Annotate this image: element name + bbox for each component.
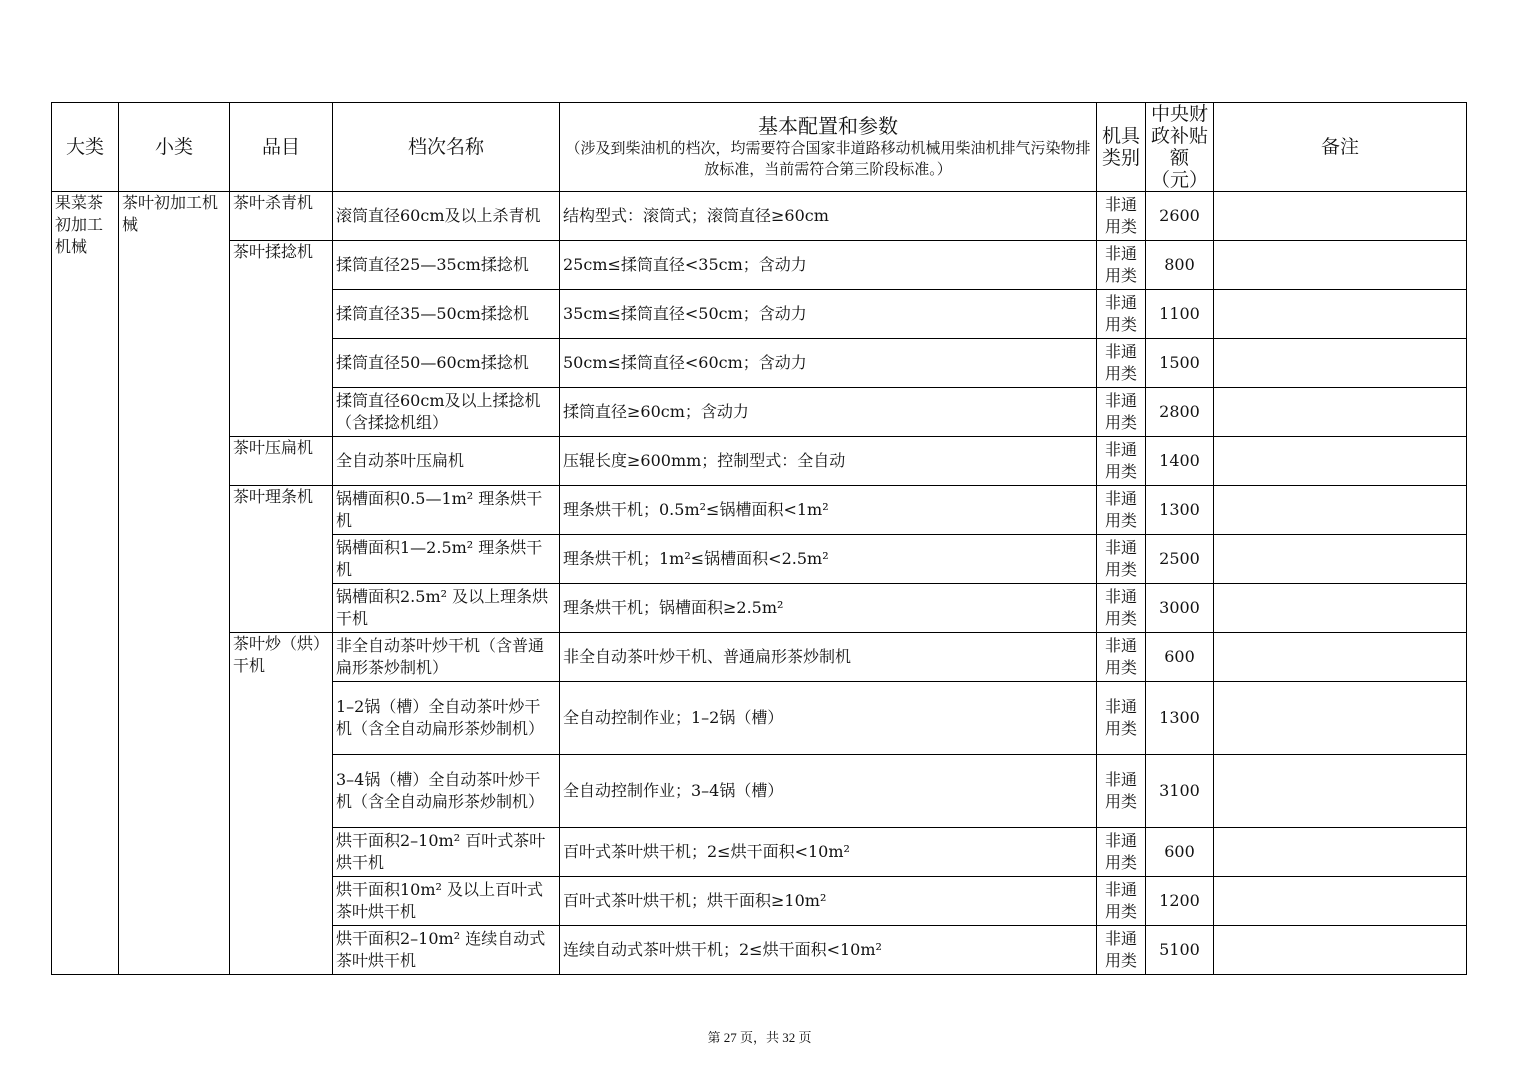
cell-amount: 1200 (1146, 877, 1214, 926)
cell-pinmu: 茶叶揉捻机 (230, 241, 333, 437)
cell-dangci: 烘干面积2–10m² 百叶式茶叶烘干机 (333, 828, 560, 877)
cell-note (1214, 535, 1467, 584)
cell-amount: 1300 (1146, 682, 1214, 755)
cell-type: 非通用类 (1097, 755, 1146, 828)
cell-note (1214, 755, 1467, 828)
cell-config: 理条烘干机；锅槽面积≥2.5m² (560, 584, 1097, 633)
page-number: 第 27 页，共 32 页 (707, 1030, 812, 1045)
cell-amount: 1500 (1146, 339, 1214, 388)
cell-config: 压辊长度≥600mm；控制型式：全自动 (560, 437, 1097, 486)
cell-amount: 1100 (1146, 290, 1214, 339)
cell-config: 连续自动式茶叶烘干机；2≤烘干面积<10m² (560, 926, 1097, 975)
cell-dangci: 烘干面积10m² 及以上百叶式茶叶烘干机 (333, 877, 560, 926)
table-row (52, 192, 1467, 241)
cell-dangci: 非全自动茶叶炒干机（含普通扁形茶炒制机） (333, 633, 560, 682)
cell-type: 非通用类 (1097, 682, 1146, 755)
cell-amount: 800 (1146, 241, 1214, 290)
header-subsidy: 中央财政补贴额（元） (1146, 103, 1214, 192)
cell-note (1214, 339, 1467, 388)
cell-type: 非通用类 (1097, 339, 1146, 388)
header-row (52, 103, 1467, 192)
cell-type: 非通用类 (1097, 192, 1146, 241)
cell-type: 非通用类 (1097, 535, 1146, 584)
cell-type: 非通用类 (1097, 290, 1146, 339)
header-dangci: 档次名称 (333, 103, 560, 192)
cell-type: 非通用类 (1097, 877, 1146, 926)
table-row (52, 633, 1467, 682)
cell-type: 非通用类 (1097, 388, 1146, 437)
cell-config: 理条烘干机；1m²≤锅槽面积<2.5m² (560, 535, 1097, 584)
cell-note (1214, 388, 1467, 437)
cell-amount: 600 (1146, 828, 1214, 877)
cell-dangci: 揉筒直径25—35cm揉捻机 (333, 241, 560, 290)
header-beizhu: 备注 (1214, 103, 1467, 192)
cell-amount: 600 (1146, 633, 1214, 682)
cell-amount: 3100 (1146, 755, 1214, 828)
cell-config: 全自动控制作业；3–4锅（槽） (560, 755, 1097, 828)
cell-pinmu: 茶叶压扁机 (230, 437, 333, 486)
cell-note (1214, 192, 1467, 241)
cell-amount: 3000 (1146, 584, 1214, 633)
cell-amount: 2600 (1146, 192, 1214, 241)
cell-note (1214, 290, 1467, 339)
cell-dangci: 滚筒直径60cm及以上杀青机 (333, 192, 560, 241)
cell-type: 非通用类 (1097, 584, 1146, 633)
cell-note (1214, 437, 1467, 486)
table-row (52, 437, 1467, 486)
cell-dangci: 全自动茶叶压扁机 (333, 437, 560, 486)
table-row (52, 486, 1467, 535)
cell-note (1214, 877, 1467, 926)
cell-dangci: 1–2锅（槽）全自动茶叶炒干机（含全自动扁形茶炒制机） (333, 682, 560, 755)
cell-dangci: 揉筒直径35—50cm揉捻机 (333, 290, 560, 339)
cell-note (1214, 584, 1467, 633)
cell-note (1214, 926, 1467, 975)
cell-type: 非通用类 (1097, 828, 1146, 877)
cell-amount: 1300 (1146, 486, 1214, 535)
cell-note (1214, 633, 1467, 682)
cell-config: 理条烘干机；0.5m²≤锅槽面积<1m² (560, 486, 1097, 535)
cell-type: 非通用类 (1097, 486, 1146, 535)
cell-config: 50cm≤揉筒直径<60cm；含动力 (560, 339, 1097, 388)
cell-note (1214, 241, 1467, 290)
cell-config: 揉筒直径≥60cm；含动力 (560, 388, 1097, 437)
cell-pinmu: 茶叶理条机 (230, 486, 333, 633)
cell-note (1214, 486, 1467, 535)
cell-amount: 2500 (1146, 535, 1214, 584)
cell-dangci: 烘干面积2–10m² 连续自动式茶叶烘干机 (333, 926, 560, 975)
cell-type: 非通用类 (1097, 437, 1146, 486)
cell-config: 非全自动茶叶炒干机、普通扁形茶炒制机 (560, 633, 1097, 682)
header-peizhi-title: 基本配置和参数 (758, 114, 898, 138)
cell-dangci: 锅槽面积0.5—1m² 理条烘干机 (333, 486, 560, 535)
header-peizhi-note: （涉及到柴油机的档次，均需要符合国家非道路移动机械用柴油机排气污染物排放标准，当前需符合第三阶段标准。） (565, 139, 1091, 178)
header-pinmu: 品目 (230, 103, 333, 192)
cell-dangci: 揉筒直径50—60cm揉捻机 (333, 339, 560, 388)
cell-amount: 1400 (1146, 437, 1214, 486)
header-peizhi (560, 103, 1097, 192)
cell-note (1214, 682, 1467, 755)
cell-dangci: 锅槽面积1—2.5m² 理条烘干机 (333, 535, 560, 584)
cell-note (1214, 828, 1467, 877)
cell-xiaolei: 茶叶初加工机械 (119, 192, 230, 975)
cell-type: 非通用类 (1097, 633, 1146, 682)
table-row (52, 241, 1467, 290)
cell-config: 百叶式茶叶烘干机；烘干面积≥10m² (560, 877, 1097, 926)
cell-pinmu: 茶叶杀青机 (230, 192, 333, 241)
table-body (52, 192, 1467, 975)
cell-dangci: 3–4锅（槽）全自动茶叶炒干机（含全自动扁形茶炒制机） (333, 755, 560, 828)
cell-config: 百叶式茶叶烘干机；2≤烘干面积<10m² (560, 828, 1097, 877)
cell-config: 25cm≤揉筒直径<35cm；含动力 (560, 241, 1097, 290)
header-xiaolei: 小类 (119, 103, 230, 192)
header-dalei: 大类 (52, 103, 119, 192)
cell-config: 结构型式：滚筒式；滚筒直径≥60cm (560, 192, 1097, 241)
header-jiju: 机具类别 (1097, 103, 1146, 192)
cell-type: 非通用类 (1097, 241, 1146, 290)
cell-config: 全自动控制作业；1–2锅（槽） (560, 682, 1097, 755)
subsidy-table (51, 102, 1467, 975)
cell-amount: 2800 (1146, 388, 1214, 437)
cell-pinmu: 茶叶炒（烘）干机 (230, 633, 333, 975)
cell-type: 非通用类 (1097, 926, 1146, 975)
cell-dangci: 揉筒直径60cm及以上揉捻机（含揉捻机组） (333, 388, 560, 437)
cell-amount: 5100 (1146, 926, 1214, 975)
cell-dalei: 果菜茶初加工机械 (52, 192, 119, 975)
cell-dangci: 锅槽面积2.5m² 及以上理条烘干机 (333, 584, 560, 633)
cell-config: 35cm≤揉筒直径<50cm；含动力 (560, 290, 1097, 339)
